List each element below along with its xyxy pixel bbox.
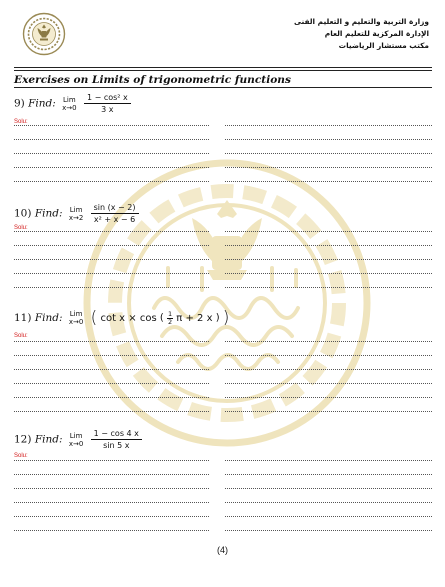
answer-line <box>14 502 209 503</box>
half-numerator: 1 <box>167 310 173 318</box>
answer-line <box>14 273 209 274</box>
answer-line <box>14 231 209 232</box>
answer-line <box>225 125 432 126</box>
limit-operator <box>69 310 83 326</box>
answer-line <box>225 231 432 232</box>
ministry-watermark-seal <box>82 158 372 448</box>
exercise-9-prompt <box>14 93 131 114</box>
answer-line <box>225 139 432 140</box>
answer-line <box>14 341 209 342</box>
answer-line <box>225 397 432 398</box>
limit-fraction <box>84 93 131 114</box>
section-title: Exercises on Limits of trigonometric functions <box>14 74 291 86</box>
limit-fraction <box>91 203 139 224</box>
lim-subscript: x→0 <box>68 318 84 326</box>
answer-line <box>14 259 209 260</box>
expression-part-2: π + 2 x <box>176 313 213 324</box>
answer-line <box>14 397 209 398</box>
answer-line <box>14 411 209 412</box>
answer-line <box>225 502 432 503</box>
expression-part-1: cot x × cos <box>100 313 157 324</box>
lim-word: Lim <box>69 205 83 214</box>
find-label: Find: <box>34 207 63 220</box>
section-title-underline <box>14 87 432 88</box>
answer-line <box>225 474 432 475</box>
answer-line <box>225 287 432 288</box>
answer-line <box>225 530 432 531</box>
answer-line <box>225 369 432 370</box>
answer-line <box>14 530 209 531</box>
limit-operator <box>69 432 83 448</box>
ministry-line-3: مكتب مستشار الرياضيات <box>338 41 429 50</box>
answer-line <box>225 167 432 168</box>
limit-operator <box>69 206 83 222</box>
ministry-header <box>199 16 429 52</box>
exercise-10-prompt <box>14 203 139 224</box>
answer-line <box>14 153 209 154</box>
half-fraction <box>167 311 173 325</box>
lim-word: Lim <box>63 95 76 104</box>
answer-line <box>14 287 209 288</box>
answer-line <box>225 488 432 489</box>
answer-line <box>14 369 209 370</box>
lim-word: Lim <box>69 310 83 318</box>
lim-subscript: x→2 <box>68 213 84 222</box>
answer-line <box>225 181 432 182</box>
answer-line <box>14 125 209 126</box>
fraction-numerator: 1 − cos 4 x <box>91 429 142 440</box>
inner-close-paren: ) <box>215 312 220 324</box>
close-paren: ) <box>222 308 230 328</box>
page-number: (4) <box>217 545 228 555</box>
limit-expression <box>91 308 230 328</box>
exercise-12-prompt <box>14 429 142 450</box>
solution-label: Solu: <box>14 453 28 459</box>
inner-open-paren: ( <box>159 312 164 324</box>
answer-line <box>225 341 432 342</box>
half-denominator: 2 <box>167 317 173 326</box>
answer-line <box>14 139 209 140</box>
answer-line <box>225 383 432 384</box>
lim-subscript: x→0 <box>68 439 84 448</box>
exercise-number: 11) <box>14 312 32 324</box>
answer-line <box>14 488 209 489</box>
answer-line <box>14 516 209 517</box>
answer-line <box>225 245 432 246</box>
open-paren: ( <box>90 308 98 328</box>
exercise-number: 10) <box>14 207 32 220</box>
answer-line <box>225 355 432 356</box>
answer-line <box>225 153 432 154</box>
ministry-line-2: الإدارة المركزية للتعليم العام <box>324 29 429 38</box>
answer-line <box>14 460 209 461</box>
lim-subscript: x→0 <box>62 103 77 112</box>
answer-line <box>14 474 209 475</box>
solution-label: Solu: <box>14 119 28 125</box>
limit-fraction <box>91 429 142 450</box>
exercise-11-prompt <box>14 308 229 328</box>
lim-word: Lim <box>69 431 83 440</box>
answer-line <box>225 273 432 274</box>
answer-line <box>14 355 209 356</box>
answer-line <box>14 245 209 246</box>
ministry-logo <box>22 12 66 56</box>
answer-line <box>225 411 432 412</box>
ministry-line-1: وزارة التربية والتعليم و التعليم الفنى <box>293 17 429 26</box>
fraction-denominator: 3 x <box>101 105 114 114</box>
answer-line <box>14 181 209 182</box>
limit-operator <box>62 96 76 112</box>
fraction-denominator: sin 5 x <box>103 441 130 450</box>
fraction-numerator: 1 − cos² x <box>84 93 131 104</box>
answer-line <box>225 460 432 461</box>
exercise-number: 9) <box>14 97 25 110</box>
answer-line <box>225 259 432 260</box>
find-label: Find: <box>34 312 63 324</box>
answer-line <box>225 516 432 517</box>
header-divider-2 <box>14 70 432 71</box>
answer-line <box>14 167 209 168</box>
find-label: Find: <box>34 433 63 446</box>
fraction-numerator: sin (x − 2) <box>91 203 139 214</box>
solution-label: Solu: <box>14 225 28 231</box>
exercise-number: 12) <box>14 433 32 446</box>
answer-line <box>14 383 209 384</box>
fraction-denominator: x² + x − 6 <box>93 215 136 224</box>
find-label: Find: <box>28 97 56 110</box>
solution-label: Solu: <box>14 333 28 339</box>
header-divider <box>14 67 432 68</box>
